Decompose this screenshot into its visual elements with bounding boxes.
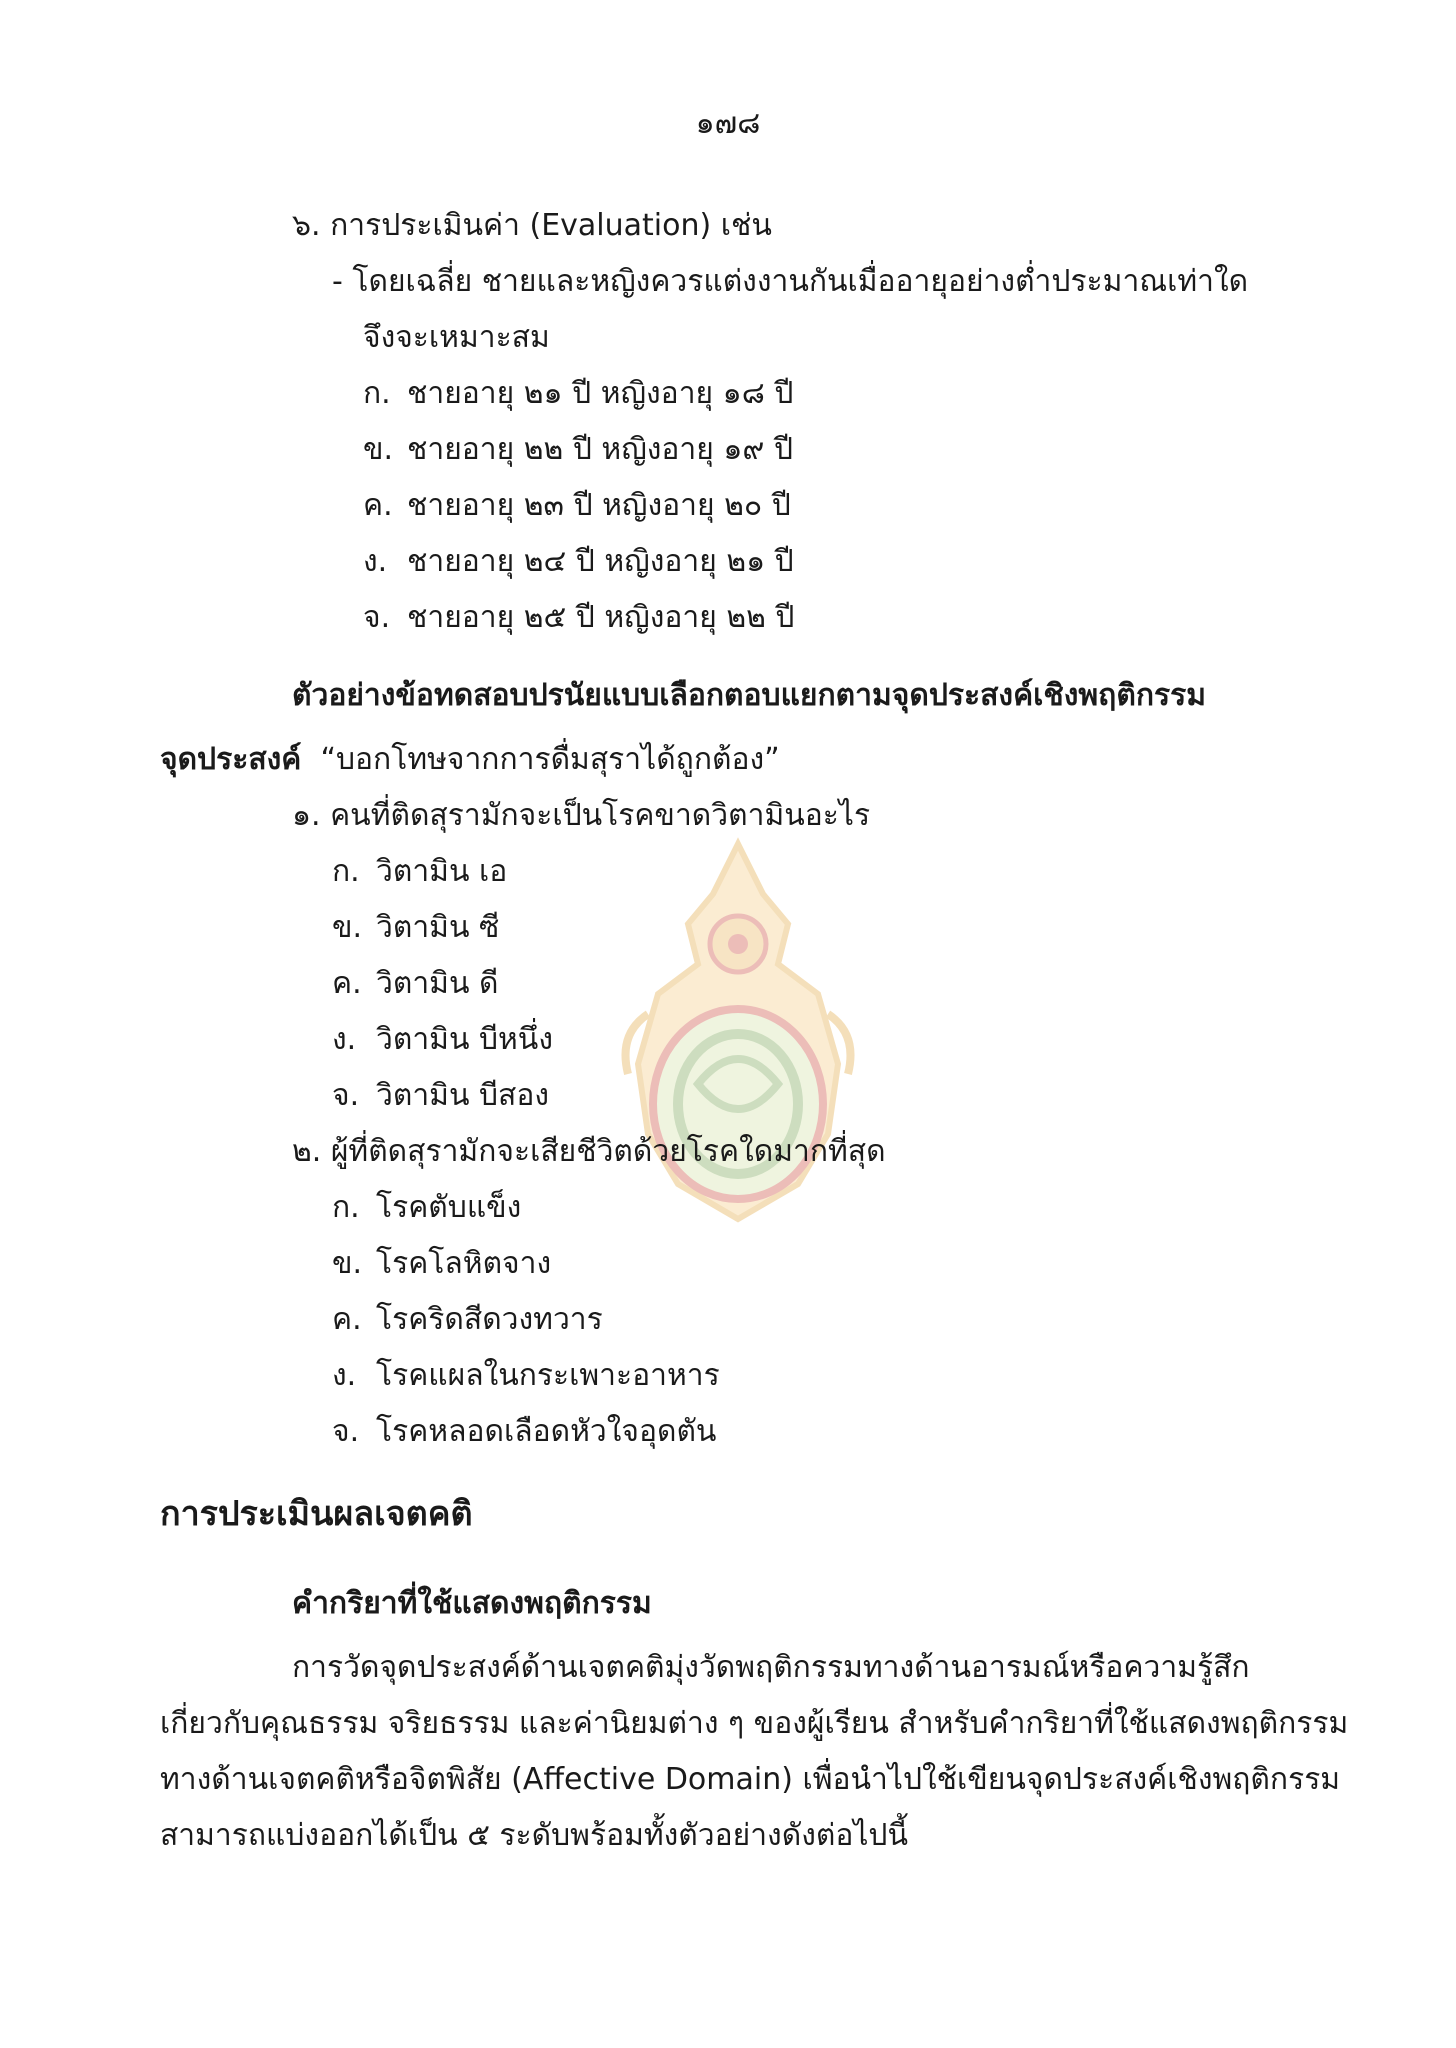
q1-option <box>332 852 507 892</box>
evaluation-option <box>363 542 794 582</box>
q2-option <box>332 1356 720 1396</box>
subsection-heading: คำกริยาที่ใช้แสดงพฤติกรรม <box>292 1586 652 1621</box>
option-label: ค. <box>363 488 393 523</box>
q2-option <box>332 1300 603 1340</box>
evaluation-heading: ๖. การประเมินค่า (Evaluation) เช่น <box>292 208 772 243</box>
q1-option <box>332 1076 549 1116</box>
option-label: ก. <box>363 376 391 411</box>
option-label: ข. <box>332 910 363 945</box>
option-text: ชายอายุ ๒๑ ปี หญิงอายุ ๑๘ ปี <box>407 376 794 411</box>
option-text: โรคตับแข็ง <box>376 1190 522 1225</box>
option-text: วิตามิน เอ <box>376 854 508 889</box>
option-label: ค. <box>332 1302 362 1337</box>
example-heading: ตัวอย่างข้อทดสอบปรนัยแบบเลือกตอบแยกตามจุดประสงค์เชิงพฤติกรรม <box>292 678 1206 713</box>
option-label: จ. <box>332 1078 360 1113</box>
option-text: โรคริดสีดวงทวาร <box>376 1302 603 1337</box>
evaluation-option <box>363 430 793 470</box>
objective-line <box>160 740 780 780</box>
evaluation-option <box>363 598 794 638</box>
q2-question: ๒. ผู้ที่ติดสุรามักจะเสียชีวิตด้วยโรคใดมากที่สุด <box>292 1134 886 1169</box>
option-text: ชายอายุ ๒๕ ปี หญิงอายุ ๒๒ ปี <box>407 600 795 635</box>
option-label: ง. <box>332 1022 357 1057</box>
q2-option <box>332 1188 521 1228</box>
option-text: วิตามิน ซี <box>376 910 500 945</box>
option-label: จ. <box>363 600 391 635</box>
paragraph-line-3: ทางด้านเจตคติหรือจิตพิสัย (Affective Domain) เพื่อนำไปใช้เขียนจุดประสงค์เชิงพฤติกรรม <box>160 1762 1341 1797</box>
option-text: วิตามิน บีสอง <box>376 1078 550 1113</box>
option-text: ชายอายุ ๒๒ ปี หญิงอายุ ๑๙ ปี <box>407 432 793 467</box>
q1-option <box>332 1020 553 1060</box>
option-label: ก. <box>332 854 360 889</box>
section-heading: การประเมินผลเจตคติ <box>160 1494 473 1534</box>
option-text: วิตามิน ดี <box>376 966 499 1001</box>
q1-question: ๑. คนที่ติดสุรามักจะเป็นโรคขาดวิตามินอะไร <box>292 798 871 833</box>
evaluation-option <box>363 486 791 526</box>
option-text: ชายอายุ ๒๔ ปี หญิงอายุ ๒๑ ปี <box>407 544 794 579</box>
seal-watermark-icon <box>588 834 888 1234</box>
q2-option <box>332 1412 716 1452</box>
page-number: ๑๗๘ <box>695 106 761 141</box>
option-label: ก. <box>332 1190 360 1225</box>
option-text: โรคแผลในกระเพาะอาหาร <box>376 1358 720 1393</box>
option-text: ชายอายุ ๒๓ ปี หญิงอายุ ๒๐ ปี <box>407 488 791 523</box>
option-text: โรคโลหิตจาง <box>376 1246 552 1281</box>
evaluation-option <box>363 374 793 414</box>
option-label: ข. <box>332 1246 363 1281</box>
paragraph-line-2: เกี่ยวกับคุณธรรม จริยธรรม และค่านิยมต่าง ๆ ของผู้เรียน สำหรับคำกริยาที่ใช้แสดงพฤติกรรม <box>160 1706 1349 1741</box>
option-label: ง. <box>363 544 388 579</box>
option-text: วิตามิน บีหนึ่ง <box>376 1022 553 1057</box>
objective-text: “บอกโทษจากการดื่มสุราได้ถูกต้อง” <box>320 742 780 777</box>
option-label: ข. <box>363 432 394 467</box>
option-label: ค. <box>332 966 362 1001</box>
paragraph-line-4: สามารถแบ่งออกได้เป็น ๕ ระดับพร้อมทั้งตัวอย่างดังต่อไปนี้ <box>160 1818 908 1853</box>
evaluation-question-line1: - โดยเฉลี่ย ชายและหญิงควรแต่งงานกันเมื่ออายุอย่างต่ำประมาณเท่าใด <box>332 264 1249 299</box>
q2-option <box>332 1244 551 1284</box>
option-label: ง. <box>332 1358 357 1393</box>
q1-option <box>332 908 499 948</box>
option-label: จ. <box>332 1414 360 1449</box>
q1-option <box>332 964 498 1004</box>
evaluation-question-line2: จึงจะเหมาะสม <box>363 320 550 355</box>
paragraph-line-1: การวัดจุดประสงค์ด้านเจตคติมุ่งวัดพฤติกรรมทางด้านอารมณ์หรือความรู้สึก <box>292 1650 1250 1685</box>
objective-label: จุดประสงค์ <box>160 742 302 777</box>
option-text: โรคหลอดเลือดหัวใจอุดตัน <box>376 1414 717 1449</box>
